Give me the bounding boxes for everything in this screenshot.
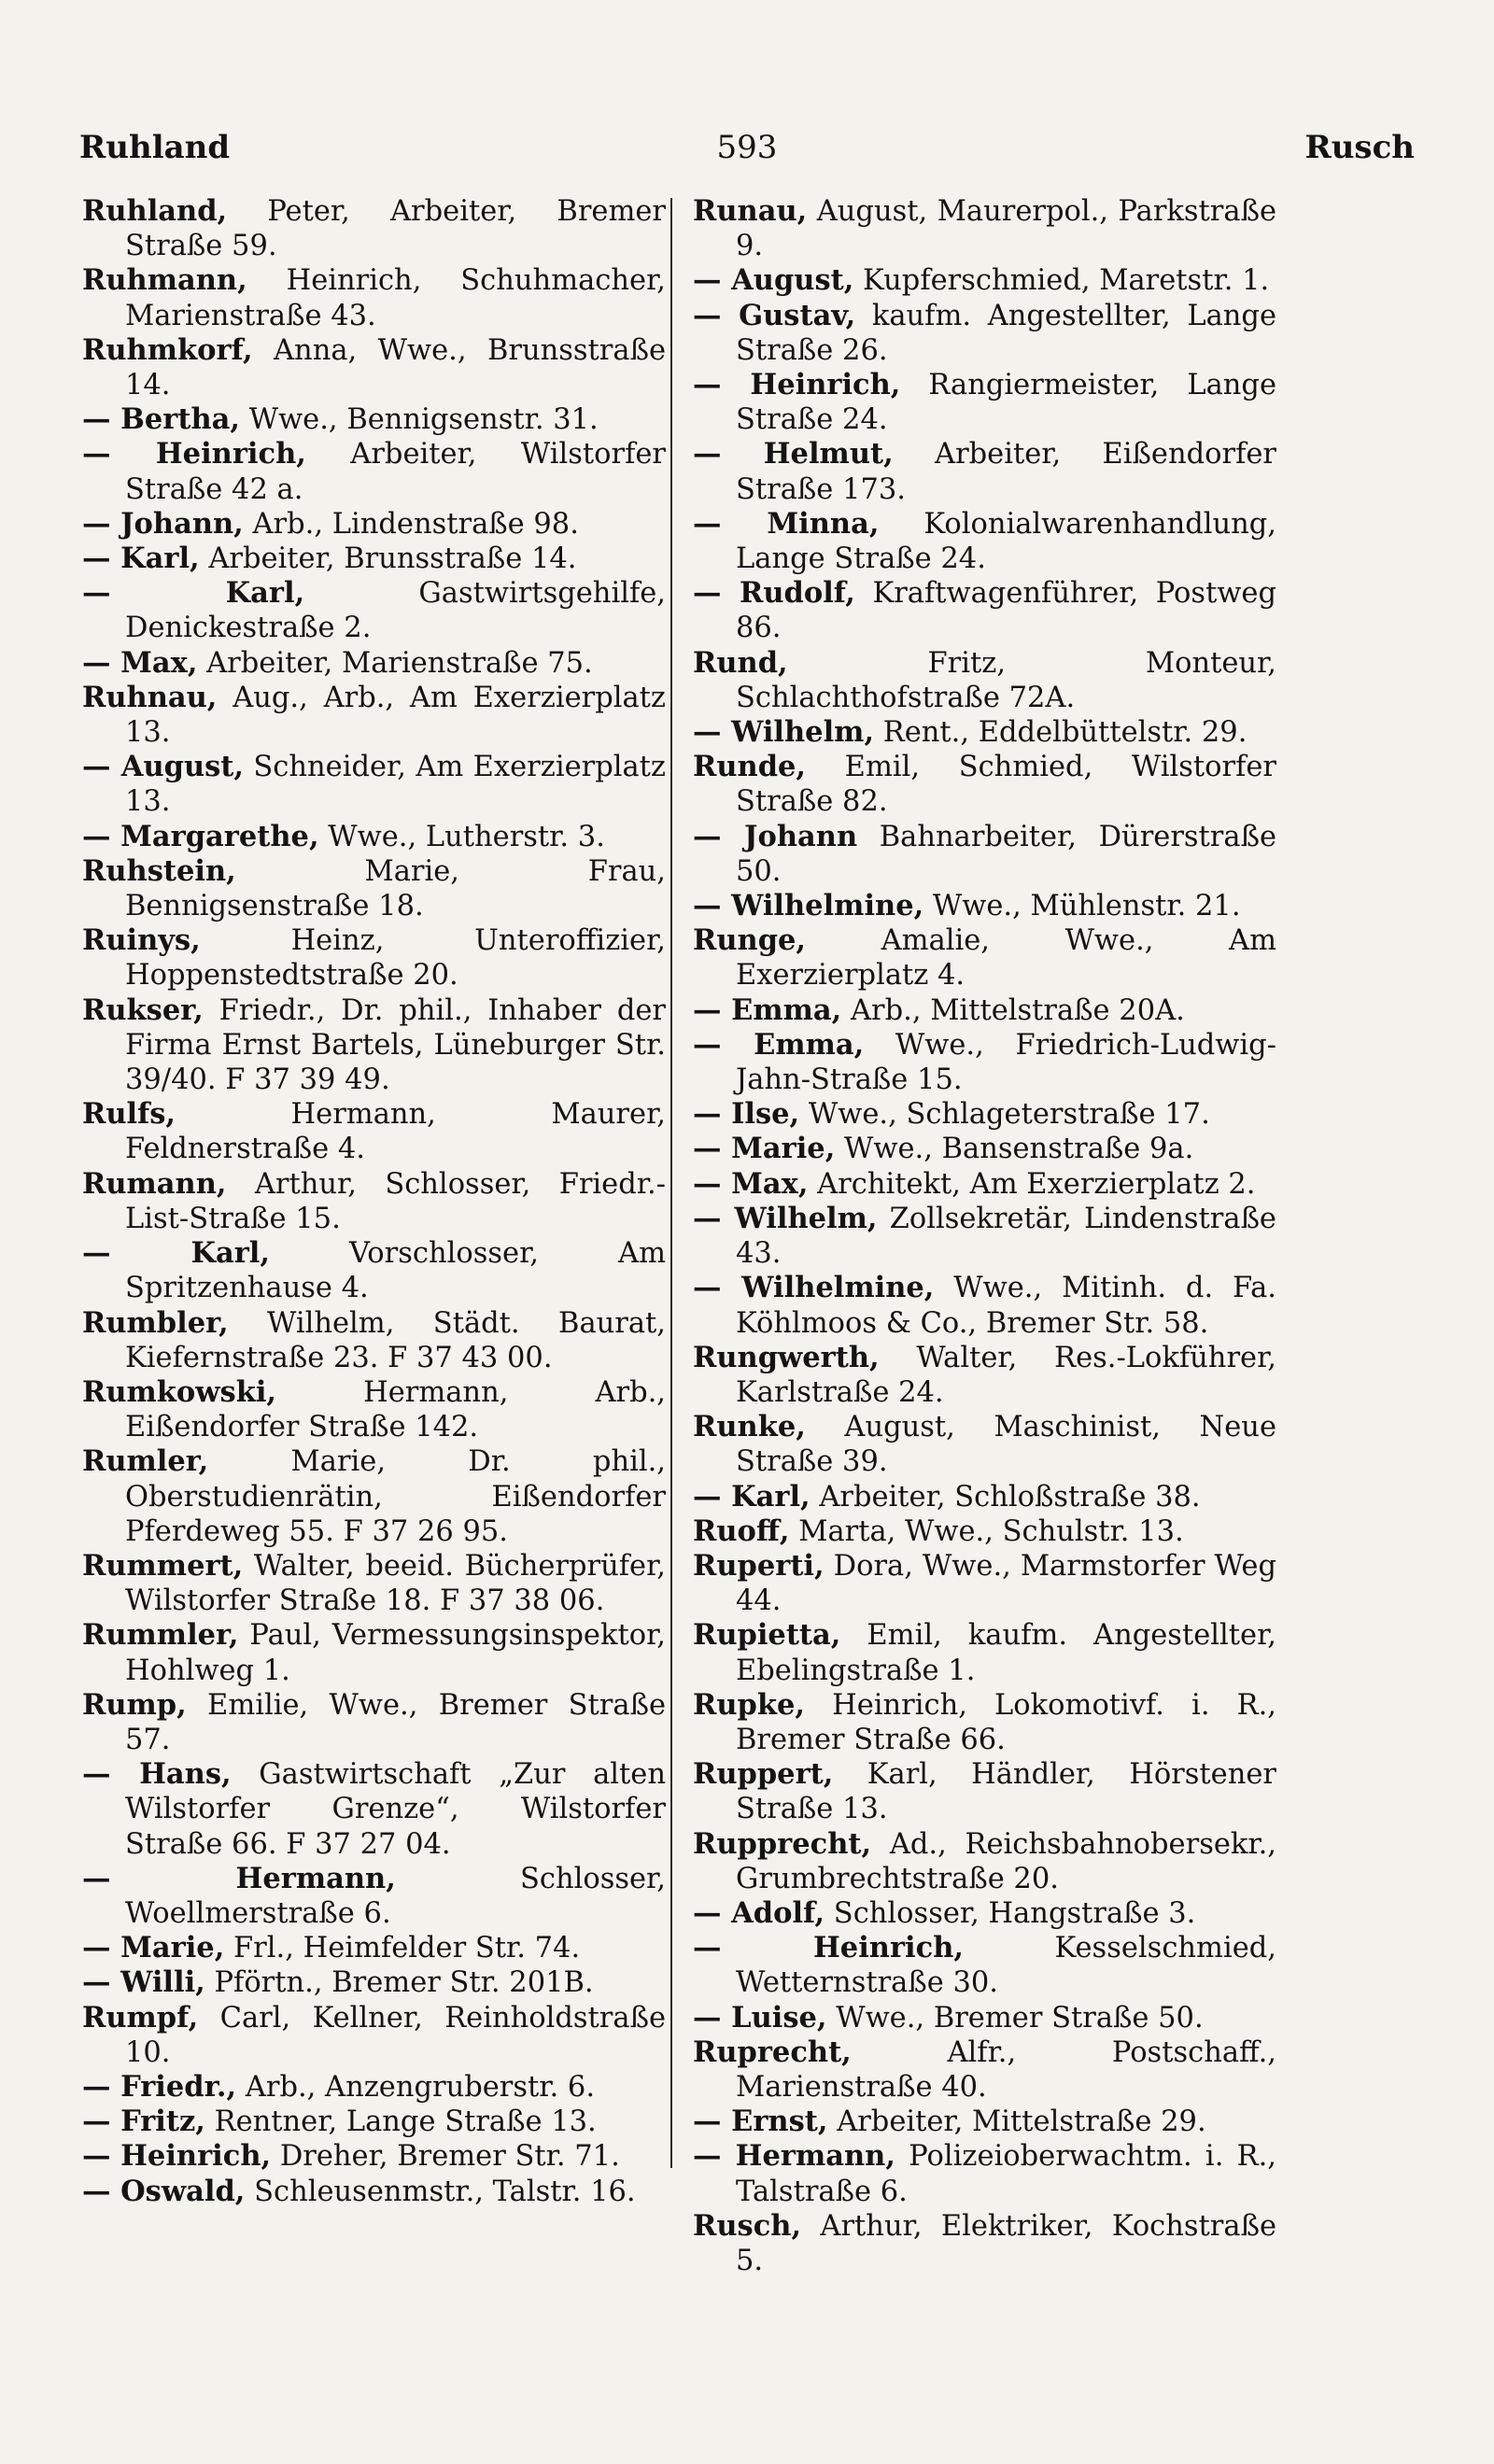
entry-details: Schlosser, Hangstraße 3. — [825, 1896, 1196, 1930]
entry-details: Wwe., Lutherstr. 3. — [318, 820, 605, 853]
entry-name: — Wilhelm, — [693, 1201, 878, 1235]
entry-name: Runde, — [693, 750, 807, 784]
directory-entry — [693, 1931, 1276, 2000]
entry-details: Dora, Wwe., Marmstorfer Weg 44. — [736, 1549, 1276, 1618]
entry-name: Ruinys, — [82, 923, 201, 958]
entry-details: Architekt, Am Exerzierplatz 2. — [808, 1167, 1256, 1201]
directory-entry — [693, 820, 1276, 889]
directory-entry — [693, 1618, 1276, 1687]
directory-entry — [82, 542, 666, 576]
entry-name: Rupietta, — [693, 1618, 841, 1653]
entry-name: — Adolf, — [693, 1895, 825, 1930]
entry-name: Rulfs, — [82, 1097, 176, 1132]
entry-details: Peter, Arbeiter, Bremer Straße 59. — [125, 195, 666, 263]
entry-details: Wwe., Mitinh. d. Fa. Köhlmoos & Co., Bremer Str. 58. — [736, 1272, 1277, 1340]
entry-details: Arbeiter, Schloßstraße 38. — [810, 1480, 1201, 1514]
directory-entry — [82, 2070, 666, 2105]
entry-details: Arbeiter, Brunsstraße 14. — [199, 542, 577, 576]
directory-entry — [693, 1028, 1276, 1097]
directory-entry — [693, 1202, 1276, 1271]
entry-details: Carl, Kellner, Reinholdstraße 10. — [125, 2001, 666, 2069]
directory-entry — [82, 2139, 666, 2174]
entry-name: — Hermann, — [693, 2139, 895, 2174]
entry-details: Bahnarbeiter, Dürerstraße 50. — [736, 820, 1276, 888]
entry-details: Wwe., Bremer Straße 50. — [826, 2001, 1204, 2035]
directory-entry — [82, 2001, 666, 2070]
entry-name: — Gustav, — [693, 298, 856, 332]
directory-entry — [693, 2001, 1276, 2035]
entry-details: Hermann, Maurer, Feldnerstraße 4. — [125, 1098, 666, 1166]
entry-details: Amalie, Wwe., Am Exerzierplatz 4. — [736, 924, 1276, 993]
entry-details: Aug., Arb., Am Exerzierplatz 13. — [125, 681, 666, 750]
entry-name: — Heinrich, — [82, 2139, 272, 2174]
entry-name: — Ilse, — [693, 1097, 800, 1132]
directory-entry — [82, 1618, 666, 1687]
right-column — [693, 194, 1276, 2278]
directory-entry — [82, 923, 666, 993]
entry-name: Rummert, — [82, 1548, 244, 1583]
entry-details: Ad., Reichsbahnobersekr., Grumbrechtstraße 20. — [736, 1827, 1276, 1895]
entry-details: Rentner, Lange Straße 13. — [204, 2105, 597, 2139]
directory-entry — [693, 1549, 1276, 1618]
directory-entry — [82, 1688, 666, 1757]
entry-details: August, Maschinist, Neue Straße 39. — [736, 1411, 1276, 1479]
entry-details: Kupferschmied, Maretstr. 1. — [853, 264, 1270, 298]
entry-name: Ruppert, — [693, 1757, 834, 1792]
entry-name: — Max, — [82, 645, 198, 680]
directory-entry — [82, 1965, 666, 2000]
entry-details: Kesselschmied, Wetternstraße 30. — [736, 1932, 1276, 2000]
entry-name: — Willi, — [82, 1965, 205, 2000]
entry-name: Rungwerth, — [693, 1340, 880, 1374]
entry-details: Arthur, Elektriker, Kochstraße 5. — [736, 2209, 1276, 2277]
directory-entry — [693, 646, 1276, 715]
entry-details: Wwe., Bennigsenstr. 31. — [240, 403, 599, 437]
entry-details: Wwe., Friedrich-Ludwig-Jahn-Straße 15. — [736, 1028, 1276, 1097]
page-header — [79, 129, 1415, 176]
entry-details: Wwe., Schlageterstraße 17. — [799, 1098, 1210, 1132]
entry-details: Rangiermeister, Lange Straße 24. — [736, 369, 1277, 437]
entry-details: Kolonialwarenhandlung, Lange Straße 24. — [736, 507, 1276, 576]
header-left-keyword: Ruhland — [79, 129, 231, 166]
entry-name: — Friedr., — [82, 2069, 237, 2104]
directory-entry — [82, 1444, 666, 1549]
entry-details: Wwe., Mühlenstr. 21. — [923, 890, 1241, 923]
entry-name: — Karl, — [693, 1479, 810, 1514]
entry-details: Arthur, Schlosser, Friedr.-List-Straße 15. — [125, 1167, 666, 1235]
directory-entry — [693, 715, 1276, 750]
entry-name: Ruhnau, — [82, 680, 218, 714]
directory-entry — [82, 1236, 666, 1305]
directory-entry — [82, 681, 666, 750]
entry-name: — Marie, — [693, 1132, 836, 1166]
directory-entry — [693, 299, 1276, 368]
entry-name: Rupke, — [693, 1687, 806, 1722]
directory-entry — [82, 1757, 666, 1862]
directory-entry — [82, 750, 666, 819]
entry-details: Friedr., Dr. phil., Inhaber der Firma Ernst Bartels, Lüneburger Str. 39/40. F 37 39 49. — [125, 993, 666, 1097]
entry-name: — Bertha, — [82, 402, 241, 437]
entry-details: Heinz, Unteroffizier, Hoppenstedtstraße 20. — [125, 924, 666, 993]
entry-name: — Marie, — [82, 1931, 225, 1965]
entry-name: Rund, — [693, 645, 788, 680]
entry-name: Ruhland, — [82, 194, 228, 228]
entry-name: — Luise, — [693, 2000, 827, 2035]
directory-entry — [82, 1862, 666, 1931]
entry-name: — Minna, — [693, 506, 880, 541]
entry-details: Polizeioberwachtm. i. R., Talstraße 6. — [736, 2140, 1276, 2208]
directory-entry — [82, 576, 666, 645]
entry-name: Rukser, — [82, 993, 204, 1027]
entry-name: — Karl, — [82, 576, 305, 611]
entry-details: Arbeiter, Eißendorfer Straße 173. — [736, 438, 1276, 506]
directory-entry — [693, 889, 1276, 923]
entry-details: Fritz, Monteur, Schlachthofstraße 72A. — [736, 646, 1276, 714]
directory-entry — [693, 1167, 1276, 1202]
directory-entry — [82, 437, 666, 506]
entry-details: Pförtn., Bremer Str. 201B. — [204, 1966, 594, 2000]
entry-details: kaufm. Angestellter, Lange Straße 26. — [736, 299, 1276, 367]
entry-details: Arb., Anzengruberstr. 6. — [236, 2070, 596, 2104]
directory-entry — [82, 646, 666, 681]
directory-entry — [693, 750, 1276, 819]
entry-details: Heinrich, Schuhmacher, Marienstraße 43. — [125, 264, 666, 332]
page-number: 593 — [716, 129, 778, 166]
entry-details: Alfr., Postschaff., Marienstraße 40. — [736, 2035, 1276, 2104]
entry-name: — Oswald, — [82, 2174, 246, 2208]
column-divider — [670, 198, 672, 2168]
entry-name: — Emma, — [693, 1027, 865, 1062]
entry-name: — Helmut, — [693, 437, 894, 472]
directory-entry — [82, 1375, 666, 1444]
entry-name: — Hermann, — [82, 1861, 396, 1895]
entry-details: Frl., Heimfelder Str. 74. — [224, 1932, 581, 1965]
entry-details: Hermann, Arb., Eißendorfer Straße 142. — [125, 1375, 666, 1444]
directory-entry — [693, 194, 1276, 263]
entry-details: August, Maurerpol., Parkstraße 9. — [736, 195, 1276, 263]
directory-entry — [82, 993, 666, 1098]
directory-entry — [82, 820, 666, 854]
entry-name: Rumpf, — [82, 2000, 199, 2035]
directory-entry — [693, 1896, 1276, 1931]
directory-entry — [693, 1480, 1276, 1514]
entry-details: Emil, Schmied, Wilstorfer Straße 82. — [736, 751, 1276, 819]
entry-name: Rusch, — [693, 2208, 802, 2243]
entry-details: Emil, kaufm. Angestellter, Ebelingstraße 1. — [736, 1619, 1276, 1687]
entry-name: Runke, — [693, 1410, 806, 1444]
entry-details: Walter, beeid. Bücherprüfer, Wilstorfer Straße 18. F 37 38 06. — [125, 1549, 666, 1618]
directory-entry — [693, 1097, 1276, 1132]
entry-name: — Wilhelm, — [693, 715, 875, 750]
entry-details: Schlosser, Woellmerstraße 6. — [125, 1862, 666, 1930]
entry-details: Arb., Mittelstraße 20A. — [841, 993, 1185, 1027]
entry-details: Schleusenmstr., Talstr. 16. — [245, 2175, 636, 2208]
entry-name: — Heinrich, — [693, 1931, 964, 1965]
entry-name: — August, — [693, 263, 854, 298]
directory-entry — [82, 1931, 666, 1965]
entry-name: — Rudolf, — [693, 576, 855, 611]
header-right-keyword: Rusch — [1304, 129, 1415, 166]
entry-details: Marie, Dr. phil., Oberstudienrätin, Eißendorfer Pferdeweg 55. F 37 26 95. — [125, 1445, 666, 1548]
entry-details: Paul, Vermessungsinspektor, Hohlweg 1. — [125, 1619, 666, 1687]
directory-entry — [693, 2105, 1276, 2139]
entry-name: Rumann, — [82, 1166, 227, 1201]
directory-entry — [82, 854, 666, 923]
entry-details: Wilhelm, Städt. Baurat, Kiefernstraße 23. F 37 43 00. — [125, 1306, 666, 1374]
entry-name: — Wilhelmine, — [693, 889, 924, 923]
directory-entry — [82, 2175, 666, 2209]
entry-name: Rumbler, — [82, 1305, 229, 1340]
directory-entry — [693, 2209, 1276, 2278]
entry-name: — Heinrich, — [693, 368, 901, 402]
entry-name: Ruhmkorf, — [82, 332, 253, 367]
directory-entry — [693, 1132, 1276, 1166]
entry-details: Walter, Res.-Lokführer, Karlstraße 24. — [736, 1341, 1276, 1409]
entry-name: Ruhstein, — [82, 853, 236, 888]
directory-entry — [693, 1688, 1276, 1757]
entry-details: Wwe., Bansenstraße 9a. — [835, 1133, 1194, 1166]
entry-name: Rummler, — [82, 1618, 239, 1653]
directory-entry — [82, 2105, 666, 2139]
directory-entry — [693, 1410, 1276, 1479]
directory-entry — [693, 1514, 1276, 1549]
entry-name: Ruoff, — [693, 1514, 790, 1548]
entry-name: Rump, — [82, 1687, 187, 1722]
entry-name: — Johann, — [82, 506, 244, 541]
entry-details: Schneider, Am Exerzierplatz 13. — [125, 751, 667, 819]
directory-entry — [693, 1341, 1276, 1410]
entry-details: Arb., Lindenstraße 98. — [243, 507, 579, 541]
entry-details: Arbeiter, Marienstraße 75. — [197, 646, 593, 680]
entry-name: — Emma, — [693, 993, 842, 1027]
entry-details: Marta, Wwe., Schulstr. 13. — [789, 1514, 1184, 1548]
entry-name: — Ernst, — [693, 2105, 828, 2139]
directory-entry — [693, 576, 1276, 645]
entry-name: — Wilhelmine, — [693, 1271, 935, 1305]
entry-name: Ruprecht, — [693, 2035, 852, 2069]
entry-name: — Max, — [693, 1166, 809, 1201]
entry-name: Runge, — [693, 923, 807, 958]
entry-name: — Margarethe, — [82, 819, 319, 853]
entry-name: — August, — [82, 750, 245, 784]
directory-entry — [82, 1306, 666, 1375]
entry-details: Marie, Frau, Bennigsenstraße 18. — [125, 854, 666, 923]
entry-name: — Karl, — [82, 542, 200, 576]
directory-entry — [82, 1549, 666, 1618]
entry-name: Runau, — [693, 194, 808, 228]
entry-details: Heinrich, Lokomotivf. i. R., Bremer Straße 66. — [736, 1688, 1276, 1756]
directory-entry — [693, 993, 1276, 1028]
directory-entry — [693, 507, 1276, 576]
directory-entry — [693, 2035, 1276, 2105]
entry-details: Zollsekretär, Lindenstraße 43. — [736, 1202, 1276, 1271]
entry-name: Ruhmann, — [82, 263, 247, 298]
directory-entry — [693, 263, 1276, 298]
entry-details: Karl, Händler, Hörstener Straße 13. — [736, 1758, 1276, 1826]
directory-entry — [82, 194, 666, 263]
entry-details: Arbeiter, Mittelstraße 29. — [827, 2105, 1206, 2139]
left-column — [82, 194, 666, 2209]
entry-details: Kraftwagenführer, Postweg 86. — [736, 577, 1276, 645]
directory-entry — [82, 507, 666, 542]
entry-name: — Hans, — [82, 1757, 232, 1792]
directory-entry — [82, 333, 666, 402]
directory-entry — [693, 1271, 1276, 1340]
directory-entry — [82, 1167, 666, 1236]
directory-entry — [693, 437, 1276, 506]
entry-name: — Fritz, — [82, 2105, 205, 2139]
directory-entry — [82, 1097, 666, 1166]
entry-details: Dreher, Bremer Str. 71. — [271, 2140, 620, 2174]
entry-name: Rumkowski, — [82, 1374, 277, 1409]
entry-name: — Johann — [693, 819, 858, 853]
entry-details: Anna, Wwe., Brunsstraße 14. — [125, 333, 666, 402]
entry-details: Emilie, Wwe., Bremer Straße 57. — [125, 1688, 666, 1756]
directory-entry — [693, 1757, 1276, 1826]
directory-entry — [693, 923, 1276, 993]
directory-entry — [693, 368, 1276, 437]
entry-name: — Karl, — [82, 1236, 271, 1271]
directory-entry — [82, 263, 666, 332]
directory-entry — [693, 1827, 1276, 1896]
entry-details: Gastwirtsgehilfe, Denickestraße 2. — [125, 577, 666, 645]
entry-name: — Heinrich, — [82, 437, 306, 472]
entry-name: Rumler, — [82, 1444, 209, 1479]
entry-name: Ruperti, — [693, 1548, 825, 1583]
entry-details: Rent., Eddelbüttelstr. 29. — [874, 716, 1247, 750]
directory-entry — [693, 2139, 1276, 2208]
entry-details: Gastwirtschaft „Zur alten Wilstorfer Grenze“, Wilstorfer Straße 66. F 37 27 04. — [125, 1758, 666, 1861]
entry-details: Vorschlosser, Am Spritzenhause 4. — [125, 1237, 666, 1305]
directory-entry — [82, 402, 666, 437]
entry-details: Arbeiter, Wilstorfer Straße 42 a. — [125, 438, 667, 506]
entry-name: Rupprecht, — [693, 1826, 872, 1861]
